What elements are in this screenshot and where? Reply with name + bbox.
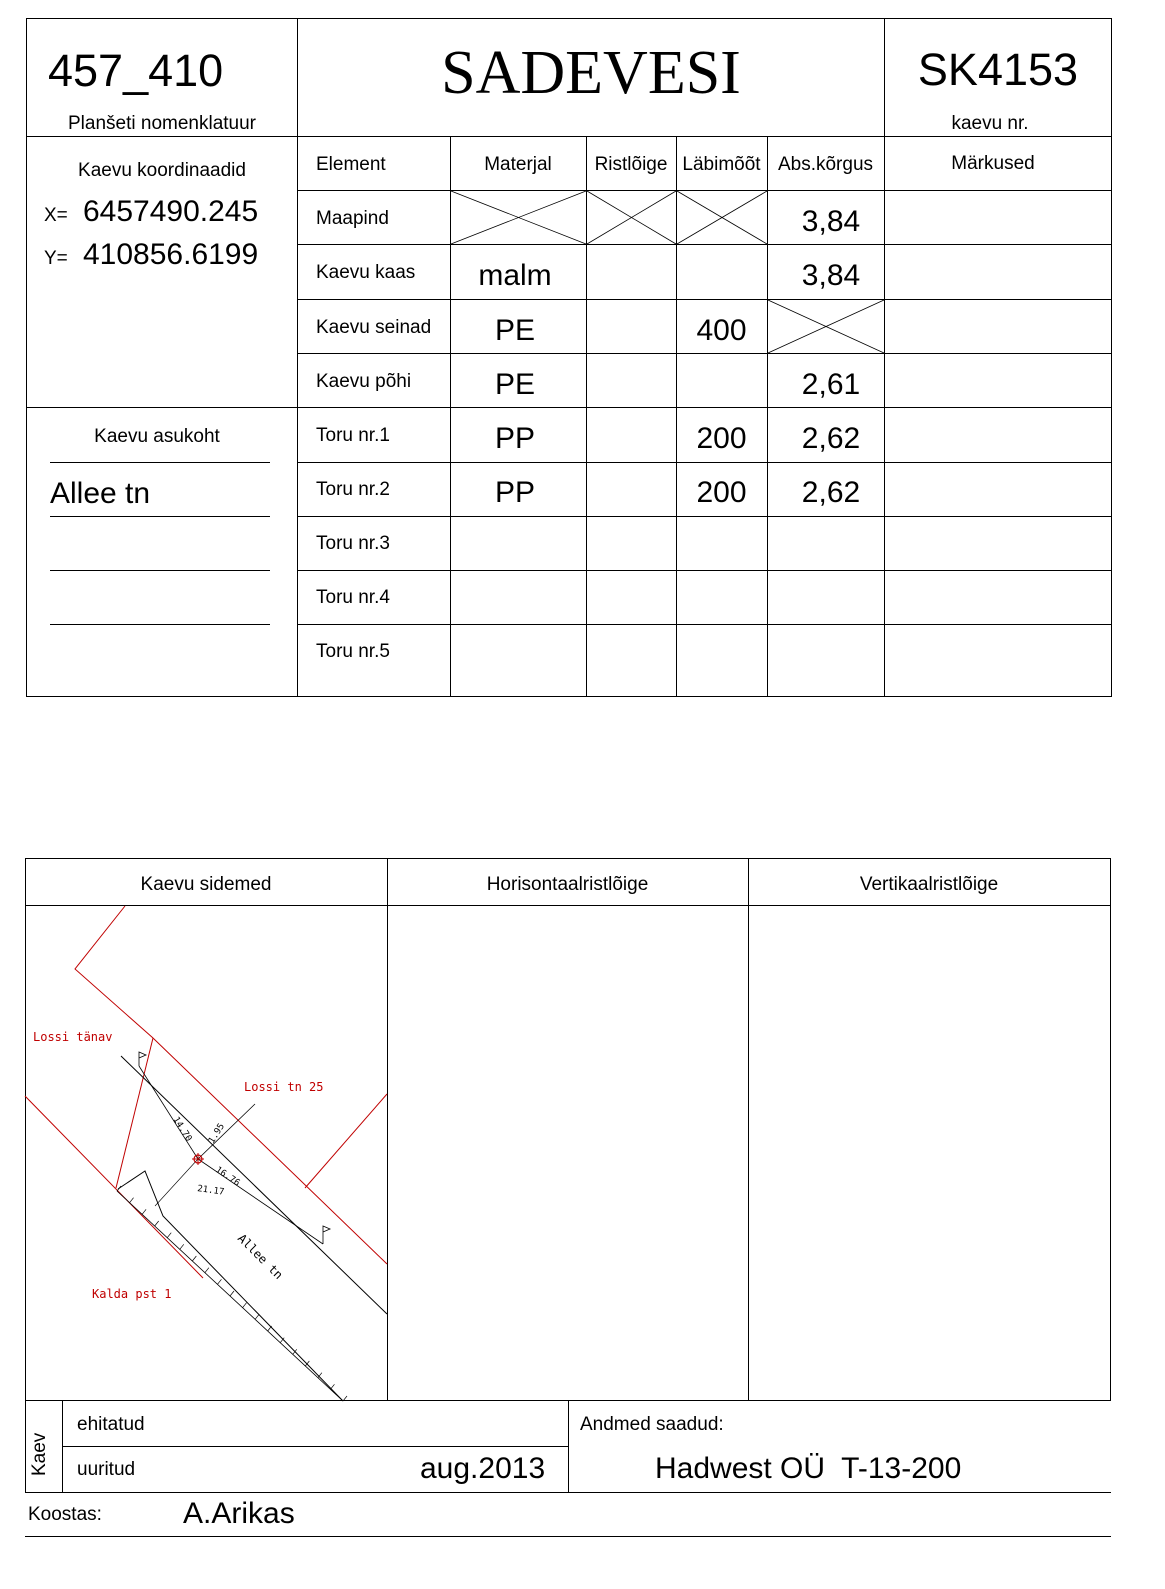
row-element: Kaevu kaas xyxy=(316,262,416,283)
sheet-number: 457_410 xyxy=(48,45,224,96)
fence-tick xyxy=(243,1303,247,1308)
location-line-1: Allee tn xyxy=(50,477,151,510)
well-number: SK4153 xyxy=(917,44,1079,95)
row-abs: 3,84 xyxy=(801,205,861,238)
row-materjal: PE xyxy=(494,368,536,401)
dimension-label: 1.95 xyxy=(207,1121,228,1146)
coordinates-label: Kaevu koordinaadid xyxy=(78,160,246,181)
row-abs: 2,62 xyxy=(801,422,861,455)
fence-tick xyxy=(167,1233,171,1238)
row-materjal: PP xyxy=(494,422,536,455)
col-header-labimoot: Läbimõõt xyxy=(682,154,761,175)
fence-tick xyxy=(155,1221,159,1226)
kaev-label: Kaev xyxy=(29,1432,50,1476)
andmed-value: Hadwest OÜ T-13-200 xyxy=(655,1452,962,1485)
andmed-label: Andmed saadud: xyxy=(580,1414,724,1435)
col-header-ristloige: Ristlõige xyxy=(594,154,668,175)
row-materjal: PE xyxy=(494,314,536,347)
well-label: kaevu nr. xyxy=(951,113,1029,134)
ehitatud-label: ehitatud xyxy=(77,1414,145,1435)
map-label-lossi-tanav: Lossi tänav xyxy=(33,1030,113,1044)
uuritud-label: uuritud xyxy=(77,1459,136,1480)
col-header-abs-korgus: Abs.kõrgus xyxy=(777,154,874,175)
survey-date: aug.2013 xyxy=(420,1452,546,1485)
y-value: 410856.6199 xyxy=(83,238,259,271)
sheet-label: Planšeti nomenklatuur xyxy=(68,113,256,134)
fence-tick xyxy=(192,1256,196,1261)
parcel-boundary-lossi-25 xyxy=(75,906,387,1264)
section-vertikaal: Vertikaalristlõige xyxy=(859,874,999,895)
row-labimoot: 200 xyxy=(696,422,747,455)
col-header-markused: Märkused xyxy=(951,153,1035,174)
section-sidemed: Kaevu sidemed xyxy=(140,874,272,895)
fence-tick xyxy=(180,1244,184,1249)
parcel-boundary-east xyxy=(305,1094,387,1188)
row-element: Maapind xyxy=(316,208,389,229)
road-edge-south xyxy=(118,1171,343,1401)
parcel-boundary-lossi-tanav xyxy=(116,1038,153,1188)
row-materjal: PP xyxy=(494,476,536,509)
row-element: Toru nr.4 xyxy=(316,587,390,608)
fence-tick xyxy=(205,1268,209,1273)
fence-tick xyxy=(343,1396,347,1401)
x-label: X= xyxy=(44,205,68,226)
map-label-kalda-pst: Kalda pst 1 xyxy=(92,1287,172,1301)
dimension-label: 14.70 xyxy=(170,1115,194,1144)
y-label: Y= xyxy=(44,248,68,269)
fence-tick xyxy=(217,1279,221,1284)
row-materjal: malm xyxy=(478,259,552,292)
col-header-materjal: Materjal xyxy=(484,154,552,175)
x-value: 6457490.245 xyxy=(83,195,259,228)
location-sketch-map xyxy=(25,906,387,1401)
dimension-label: 16.76 xyxy=(213,1165,242,1189)
row-element: Toru nr.1 xyxy=(316,425,390,446)
fence-tick xyxy=(268,1326,272,1331)
col-header-element: Element xyxy=(316,154,386,175)
row-element: Kaevu põhi xyxy=(316,371,412,392)
row-abs: 2,61 xyxy=(801,368,861,401)
row-element: Toru nr.2 xyxy=(316,479,390,500)
koostas-value: A.Arikas xyxy=(183,1497,295,1530)
row-labimoot: 400 xyxy=(696,314,747,347)
fence-tick xyxy=(330,1384,334,1389)
row-abs: 2,62 xyxy=(801,476,861,509)
row-element: Kaevu seinad xyxy=(316,317,432,338)
section-horisontaal: Horisontaalristlõige xyxy=(486,874,649,895)
map-label-lossi-tn-25: Lossi tn 25 xyxy=(244,1080,324,1094)
page-title: SADEVESI xyxy=(441,39,741,107)
fence-tick xyxy=(230,1291,234,1296)
row-element: Toru nr.3 xyxy=(316,533,390,554)
row-labimoot: 200 xyxy=(696,476,747,509)
koostas-label: Koostas: xyxy=(28,1504,102,1525)
fence-tick xyxy=(117,1186,121,1191)
map-label-allee-tn: Allee tn xyxy=(234,1231,286,1282)
row-abs: 3,84 xyxy=(801,259,861,292)
dimension-label: 21.17 xyxy=(196,1184,225,1198)
fence-tick xyxy=(130,1198,134,1203)
location-label: Kaevu asukoht xyxy=(94,426,220,447)
fence-tick xyxy=(142,1209,146,1214)
row-element: Toru nr.5 xyxy=(316,641,390,662)
road-edge-north xyxy=(121,1056,387,1314)
fence-tick xyxy=(255,1314,259,1319)
